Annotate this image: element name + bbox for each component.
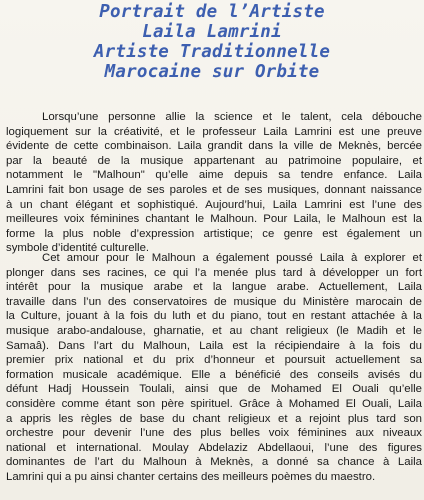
document-title bbox=[0, 2, 424, 82]
paragraph-line: à un chant élégant et sophistiqué. Aujourd’hui, Laila Lamrini est l’une des bbox=[6, 198, 422, 211]
paragraph-line: Samaâ). Dans l’art du Malhoun, Laila est la récipiendaire à la fois du bbox=[6, 339, 422, 352]
paragraph-line: Cet amour pour le Malhoun a également poussé Laila à explorer et bbox=[42, 252, 422, 264]
paragraph-line: défunt Hadj Houssein Toulali, ainsi que de Mohamed El Ouali qu’elle bbox=[6, 383, 422, 396]
paragraph-line: évidente de cette combinaison. Laila grandit dans la ville de Meknès, bercée bbox=[6, 140, 422, 153]
title-line-2: Laila Lamrini bbox=[142, 22, 282, 42]
paragraph-line: national et international. Moulay Abdelaziz Abdellaoui, l’une des figures bbox=[6, 441, 422, 454]
paragraph-line: par la beauté de la musique appartenant au patrimoine populaire, et bbox=[6, 154, 422, 167]
paragraph-line: considère comme étant son père spirituel. Grâce à Mohamed El Ouali, Laila bbox=[6, 397, 422, 410]
paragraph-line: orchestre pour devenir l’une des plus belles voix féminines aux niveaux bbox=[6, 427, 422, 440]
paragraph-line: premier prix national et du prix d’honneur et poursuit actuellement sa bbox=[6, 354, 422, 367]
paragraph-line: symbole d’identité culturelle. bbox=[6, 242, 150, 255]
paragraph-line: dominantes de l’art du Malhoun à Meknès, a donné sa chance à Laila bbox=[6, 456, 422, 469]
paragraph-line: intérêt pour la musique arabe et la langue arabe. Actuellement, Laila bbox=[6, 281, 422, 294]
paragraph-line: forme la plus noble d’expression artistique; ce genre est également un bbox=[6, 227, 422, 240]
paragraph-line: logiquement sur la créativité, et le professeur Laila Lamrini est une preuve bbox=[6, 125, 422, 138]
paragraph-line: Lamrini fait bon usage de ses paroles et de ses musiques, donnant naissance bbox=[6, 183, 422, 196]
paragraph-line: musique arabo-andalouse, gharnatie, et au chant religieux (le Madih et le bbox=[6, 324, 422, 337]
paragraph-2 bbox=[6, 251, 422, 485]
title-line-4: Marocaine sur Orbite bbox=[104, 62, 320, 82]
title-line-1: Portrait de l’Artiste bbox=[99, 2, 325, 22]
paragraph-line: Lamrini qui a pu ainsi chanter certains des meilleurs poèmes du maestro. bbox=[6, 470, 376, 483]
title-line-3: Artiste Traditionnelle bbox=[93, 42, 331, 62]
paragraph-line: a appris les règles de base du chant religieux et a rejoint plus tard son bbox=[6, 412, 422, 425]
paragraph-line: meilleures voix féminines chantant le Malhoun. Pour Laila, le Malhoun est la bbox=[6, 213, 422, 226]
paragraph-line: notamment le "Malhoun" qu’elle aime depuis sa tendre enfance. Laila bbox=[6, 169, 422, 182]
paragraph-line: plonger dans ses racines, ce qui l’a menée plus tard à développer un fort bbox=[6, 266, 422, 279]
paragraph-line: Lorsqu’une personne allie la science et le talent, cela débouche bbox=[42, 111, 422, 123]
paragraph-1 bbox=[6, 110, 422, 256]
paragraph-line: la Culture, jouant à la fois du luth et du piano, tout en restant attachée à la bbox=[6, 310, 422, 323]
paragraph-line: travaille dans l’un des conservatoires de musique du Ministère marocain de bbox=[6, 295, 422, 308]
paragraph-line: formation musicale académique. Elle a bénéficié des conseils avisés du bbox=[6, 368, 422, 381]
